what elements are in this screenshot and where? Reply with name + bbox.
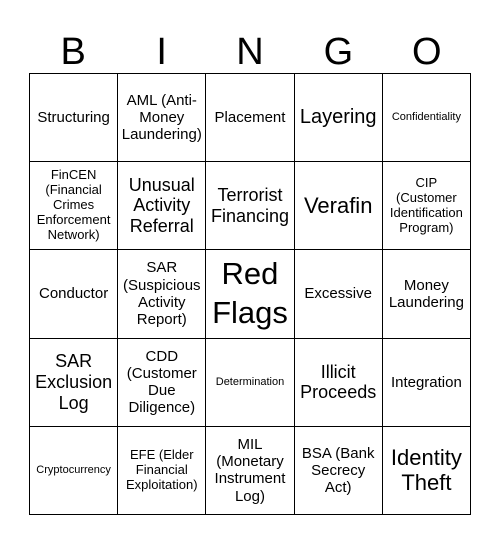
header-letter-n: N	[236, 31, 264, 73]
bingo-cell[interactable]: Layering	[295, 74, 383, 162]
bingo-cell[interactable]: CDD (Customer Due Diligence)	[118, 339, 206, 427]
bingo-cell[interactable]: Placement	[206, 74, 294, 162]
bingo-cell[interactable]: Conductor	[30, 250, 118, 338]
bingo-cell[interactable]: BSA (Bank Secrecy Act)	[295, 427, 383, 515]
bingo-cell[interactable]: Terrorist Financing	[206, 162, 294, 250]
bingo-cell[interactable]: Confidentiality	[383, 74, 471, 162]
header-letter-g: G	[323, 31, 354, 73]
header-letter-b: B	[60, 31, 86, 73]
bingo-cell[interactable]: SAR (Suspicious Activity Report)	[118, 250, 206, 338]
bingo-header	[29, 28, 471, 76]
bingo-cell[interactable]: Unusual Activity Referral	[118, 162, 206, 250]
header-letter-o: O	[412, 31, 442, 73]
bingo-cell[interactable]: AML (Anti-Money Laundering)	[118, 74, 206, 162]
bingo-cell[interactable]: SAR Exclusion Log	[30, 339, 118, 427]
header-letter-i: I	[156, 31, 167, 73]
bingo-cell[interactable]: Excessive	[295, 250, 383, 338]
bingo-cell[interactable]: EFE (Elder Financial Exploitation)	[118, 427, 206, 515]
bingo-cell[interactable]: Verafin	[295, 162, 383, 250]
bingo-card-grid	[29, 73, 471, 515]
bingo-cell[interactable]: CIP (Customer Identification Program)	[383, 162, 471, 250]
bingo-cell-free-space[interactable]: Red Flags	[206, 250, 294, 338]
bingo-cell[interactable]: Illicit Proceeds	[295, 339, 383, 427]
bingo-cell[interactable]: Determination	[206, 339, 294, 427]
bingo-cell[interactable]: Structuring	[30, 74, 118, 162]
bingo-cell[interactable]: FinCEN (Financial Crimes Enforcement Network)	[30, 162, 118, 250]
bingo-cell[interactable]: Identity Theft	[383, 427, 471, 515]
bingo-cell[interactable]: Cryptocurrency	[30, 427, 118, 515]
bingo-cell[interactable]: MIL (Monetary Instrument Log)	[206, 427, 294, 515]
bingo-cell[interactable]: Money Laundering	[383, 250, 471, 338]
bingo-cell[interactable]: Integration	[383, 339, 471, 427]
